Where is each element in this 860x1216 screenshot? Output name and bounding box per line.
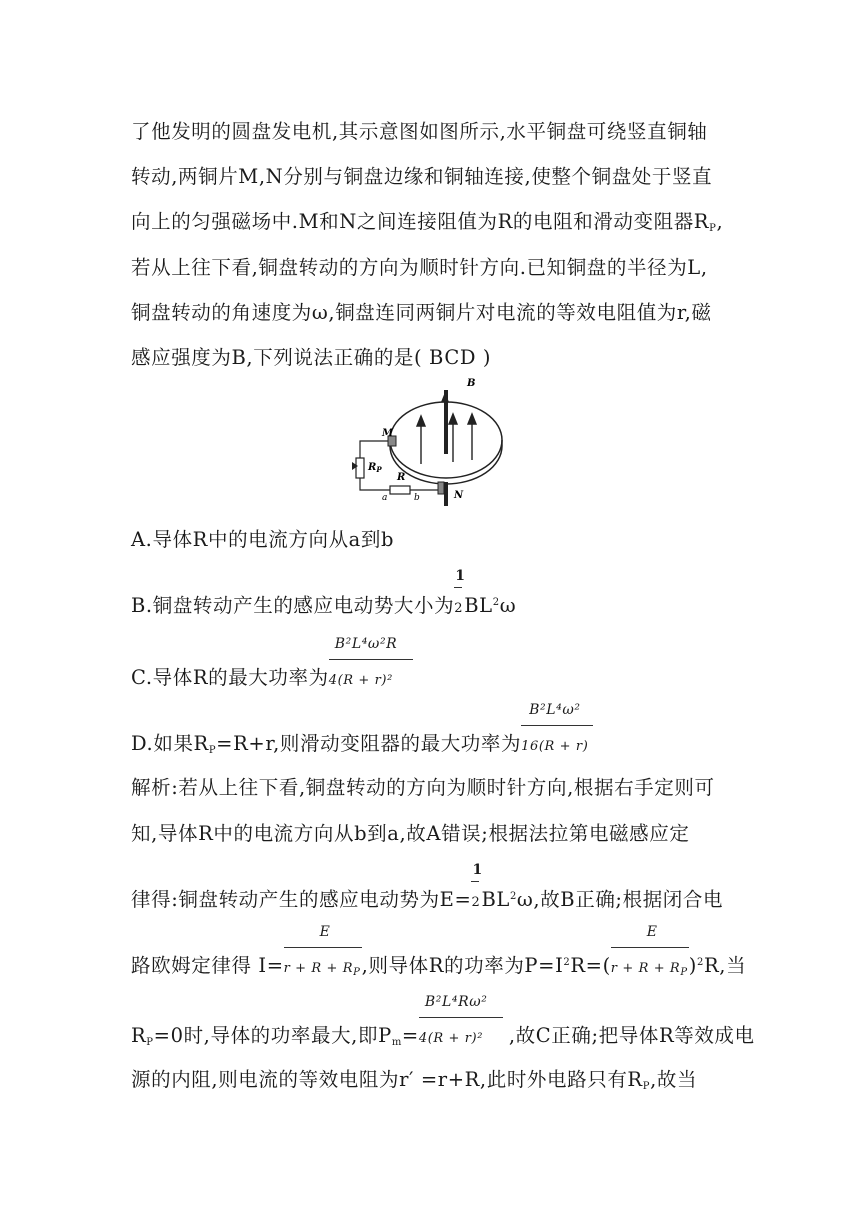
solution-line-3-bl: BL: [481, 888, 510, 911]
option-d: [131, 702, 597, 756]
text-line-6: 感应强度为B,下列说法正确的是( BCD ): [131, 346, 492, 369]
solution-line-5-b: =0时,导体的功率最大,即P: [153, 1024, 392, 1047]
option-a: A.导体R中的电流方向从a到b: [131, 528, 395, 551]
solution-line-6-main: 源的内阻,则电流的等效电阻为r′ =r+R,此时外电路只有R: [131, 1068, 643, 1091]
solution-line-3-sup: 2: [509, 891, 517, 902]
option-b-bl: BL: [464, 594, 493, 617]
solution-line-4: [131, 924, 747, 978]
max-power-denominator: 4(R + r)²: [418, 1031, 484, 1046]
disc-generator-figure: [350, 376, 512, 508]
solution-line-5-a: R: [131, 1024, 147, 1047]
solution-line-4-sup: 2: [563, 957, 571, 968]
option-c-fraction: [328, 636, 419, 689]
figure-label-b-field: B: [467, 378, 476, 389]
fraction-numerator: 1: [455, 568, 466, 584]
solution-line-3-a: 律得:铜盘转动产生的感应电动势为E=: [131, 888, 472, 911]
option-b-omega: ω: [499, 594, 517, 617]
subscript-p: P: [709, 223, 717, 234]
subscript-p: P: [208, 745, 217, 756]
option-c-prefix: C.导体R的最大功率为: [131, 666, 329, 689]
solution-line-2: 知,导体R中的电流方向从b到a,故A错误;根据法拉第电磁感应定: [131, 822, 690, 845]
fraction-half: [454, 568, 466, 617]
option-d-fraction: [521, 702, 597, 755]
fraction-denominator: 2: [454, 601, 464, 616]
figure-label-n: N: [454, 490, 464, 501]
solution-line-1: 解析:若从上往下看,铜盘转动的方向为顺时针方向,根据右手定则可: [131, 776, 715, 799]
solution-line-4-e: R,当: [703, 954, 747, 977]
option-d-mid: =R+r,则滑动变阻器的最大功率为: [216, 732, 522, 755]
subscript-p: P: [146, 1037, 154, 1048]
option-d-numerator: B²L⁴ω²: [529, 702, 581, 718]
text-line-2: 转动,两铜片M,N分别与铜盘边缘和铜轴连接,使整个铜盘处于竖直: [131, 165, 713, 188]
text-line-3: 向上的匀强磁场中.M和N之间连接阻值为R的电阻和滑动变阻器$R_P$,: [131, 210, 724, 234]
current-denominator: $r + R + R_P$: [283, 961, 361, 978]
solution-line-6-tail: ,故当: [650, 1068, 698, 1091]
solution-line-3-c: ω,故B正确;根据闭合电: [516, 888, 724, 911]
solution-line-3: [131, 862, 724, 912]
power-denominator: $r + R + R_P$: [610, 961, 688, 978]
max-power-fraction: [418, 994, 509, 1047]
solution-line-4-b: ,则导体R的功率为P=I: [361, 954, 564, 977]
power-numerator: E: [646, 924, 658, 940]
figure-label-a: a: [382, 493, 388, 503]
fraction-numerator: 1: [472, 862, 483, 878]
power-fraction: [610, 924, 689, 978]
fraction-half: [471, 862, 483, 911]
current-numerator: E: [319, 924, 331, 940]
figure-label-rp: $R_P$: [368, 462, 382, 474]
solution-line-4-c: R=(: [570, 954, 611, 977]
current-fraction: [283, 924, 362, 978]
text-line-5: 铜盘转动的角速度为ω,铜盘连同两铜片对电流的等效电阻值为r,磁: [131, 301, 712, 324]
subscript-p: P: [642, 1081, 651, 1092]
figure-label-b: b: [414, 493, 420, 503]
solution-line-4-sup2: 2: [697, 957, 704, 968]
solution-line-5-d: ,故C正确;把导体R等效成电: [508, 1024, 755, 1047]
solution-line-4-a: 路欧姆定律得 I=: [131, 954, 284, 977]
option-c-numerator: B²L⁴ω²R: [334, 636, 398, 652]
fraction-denominator: 2: [471, 895, 481, 910]
option-b: [131, 568, 517, 618]
text-line-3-main: 向上的匀强磁场中.M和N之间连接阻值为R的电阻和滑动变阻器R: [131, 210, 710, 233]
solution-line-6: [131, 1064, 697, 1092]
figure-label-r: R: [397, 472, 406, 483]
figure-label-m: M: [382, 428, 394, 439]
option-d-denominator: 16(R + r): [521, 739, 589, 754]
solution-line-4-d: ): [688, 954, 698, 977]
option-b-prefix: B.铜盘转动产生的感应电动势大小为: [131, 594, 455, 617]
option-d-prefix: D.如果R: [131, 732, 209, 755]
solution-line-5: [131, 994, 755, 1048]
text-line-4: 若从上往下看,铜盘转动的方向为顺时针方向.已知铜盘的半径为L,: [131, 256, 708, 279]
text-line-1: 了他发明的圆盘发电机,其示意图如图所示,水平铜盘可绕竖直铜轴: [131, 120, 708, 143]
option-c-denominator: 4(R + r)²: [328, 673, 393, 688]
solution-line-5-c: =: [401, 1024, 419, 1047]
max-power-numerator: B²L⁴Rω²: [424, 994, 488, 1010]
option-c: [131, 636, 419, 690]
subscript-m: m: [391, 1037, 402, 1048]
option-b-sup: 2: [492, 597, 500, 608]
